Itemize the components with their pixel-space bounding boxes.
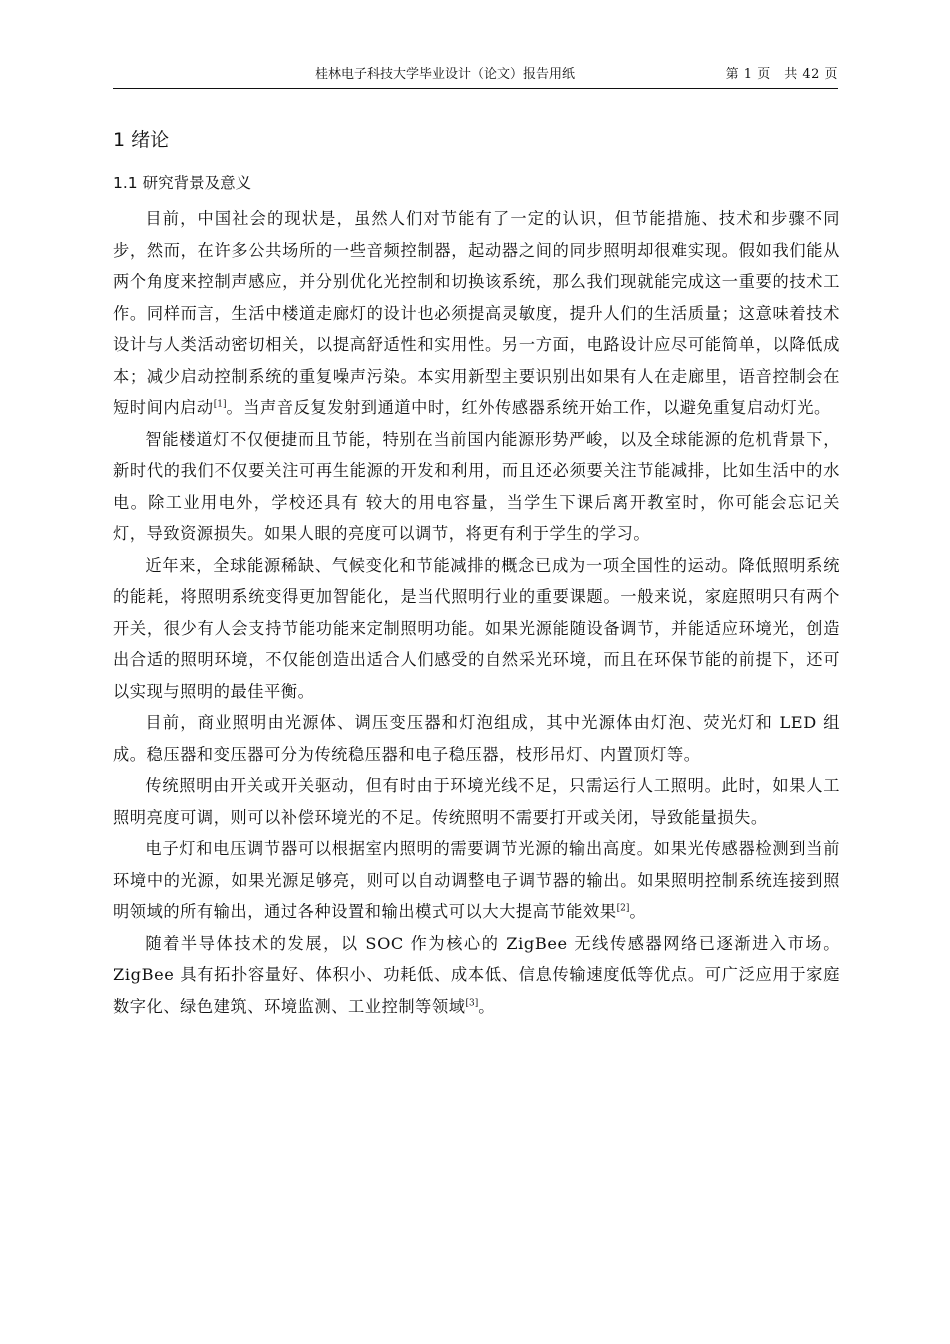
paragraph-1 <box>113 203 840 424</box>
paragraph-text: 电子灯和电压调节器可以根据室内照明的需要调节光源的输出高度。如果光传感器检测到当前环境中的光源，如果光源足够亮，则可以自动调整电子调节器的输出。如果照明控制系统连接到照明领域的所有输出，通过各种设置和输出模式可以大大提高节能效果 <box>113 839 840 921</box>
body-text <box>113 203 840 1022</box>
paragraph-text: 目前，中国社会的现状是，虽然人们对节能有了一定的认识，但节能措施、技术和步骤不同步，然而，在许多公共场所的一些音频控制器，起动器之间的同步照明却很难实现。假如我们能从两个角度来控制声感应，并分别优化光控制和切换该系统，那么我们现就能完成这一重要的技术工作。同样而言，生活中楼道走廊灯的设计也必须提高灵敏度，提升人们的生活质量；这意味着技术设计与人类活动密切相关，以提高舒适性和实用性。另一方面，电路设计应尽可能简单，以降低成本；减少启动控制系统的重复噪声污染。本实用新型主要识别出如果有人在走廊里，语音控制会在短时间内启动 <box>113 209 840 417</box>
citation-ref: [3] <box>465 998 479 1009</box>
paragraph-5 <box>113 770 840 833</box>
paragraph-text: 传统照明由开关或开关驱动，但有时由于环境光线不足，只需运行人工照明。此时，如果人工照明亮度可调，则可以补偿环境光的不足。传统照明不需要打开或关闭，导致能量损失。 <box>113 776 840 827</box>
paragraph-text: 智能楼道灯不仅便捷而且节能，特别在当前国内能源形势严峻，以及全球能源的危机背景下，新时代的我们不仅要关注可再生能源的开发和利用，而且还必须要关注节能减排，比如生活中的水电。除工业用电外，学校还具有 较大的用电容量，当学生下课后离开教室时，你可能会忘记关灯，导致资源损失。如果人眼的亮度可以调节，将更有利于学生的学习。 <box>113 429 840 543</box>
section-title: 1.1 研究背景及意义 <box>113 174 252 192</box>
chapter-title: 1 绪论 <box>113 129 170 151</box>
header-title: 桂林电子科技大学毕业设计（论文）报告用纸 <box>315 67 576 82</box>
citation-ref: [2] <box>616 903 630 914</box>
page-header <box>113 64 838 86</box>
citation-ref: [1] <box>213 399 227 410</box>
paragraph-2 <box>113 424 840 550</box>
paragraph-4 <box>113 707 840 770</box>
paragraph-tail: 。 <box>478 996 496 1016</box>
paragraph-text: 近年来，全球能源稀缺、气候变化和节能减排的概念已成为一项全国性的运动。降低照明系统的能耗，将照明系统变得更加智能化，是当代照明行业的重要课题。一般来说，家庭照明只有两个开关，很少有人会支持节能功能来定制照明功能。如果光源能随设备调节，并能适应环境光，创造出合适的照明环境，不仅能创造出适合人们感受的自然采光环境，而且在环保节能的前提下，还可以实现与照明的最佳平衡。 <box>113 555 840 701</box>
header-divider <box>113 88 838 89</box>
paragraph-tail: 。 <box>629 902 647 921</box>
paragraph-tail: 。当声音反复发射到通道中时，红外传感器系统开始工作，以避免重复启动灯光。 <box>226 398 831 417</box>
paragraph-3 <box>113 550 840 708</box>
header-page-info: 第 1 页 共 42 页 <box>725 67 838 82</box>
paragraph-text: 目前，商业照明由光源体、调压变压器和灯泡组成，其中光源体由灯泡、荧光灯和 LED 组成。稳压器和变压器可分为传统稳压器和电子稳压器，枝形吊灯、内置顶灯等。 <box>113 713 840 764</box>
paragraph-7 <box>113 928 840 1023</box>
paragraph-6 <box>113 833 840 928</box>
paragraph-text: 随着半导体技术的发展，以 SOC 作为核心的 ZigBee 无线传感器网络已逐渐进入市场。ZigBee 具有拓扑容量好、体积小、功耗低、成本低、信息传输速度低等优点。可广泛应用于家庭数字化、绿色建筑、环境监测、工业控制等领域 <box>113 933 840 1016</box>
